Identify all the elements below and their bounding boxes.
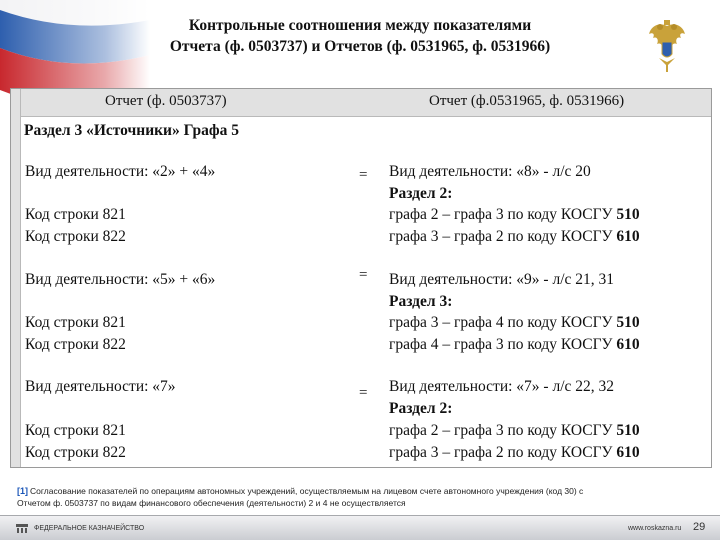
row2-equals-sign: = [359, 267, 368, 283]
footer-website-link[interactable]: www.roskazna.ru [628, 525, 682, 532]
row3-right-section: Раздел 2: [389, 400, 453, 417]
row2-kosgu-610: 610 [616, 336, 640, 353]
row1-right-line2: графа 3 – графа 2 по коду КОСГУ 610 [389, 228, 640, 245]
row1-right-line1: графа 2 – графа 3 по коду КОСГУ 510 [389, 206, 640, 223]
footnote [17, 485, 707, 509]
row3-right-line1: графа 2 – графа 3 по коду КОСГУ 510 [389, 422, 640, 439]
footer-org-name: ФЕДЕРАЛЬНОЕ КАЗНАЧЕЙСТВО [34, 525, 145, 532]
row2-left-code1: Код строки 821 [25, 314, 126, 331]
double-headed-eagle-emblem-icon [645, 18, 689, 74]
row1-kosgu-510: 510 [616, 206, 640, 223]
row3-left-code2: Код строки 822 [25, 444, 126, 461]
title-line-1: Контрольные соотношения между показателями [188, 17, 532, 34]
row1-left-code1: Код строки 821 [25, 206, 126, 223]
row2-right-line2: графа 4 – графа 3 по коду КОСГУ 610 [389, 336, 640, 353]
footnote-line-1: [1] Согласование показателей по операциям автономных учреждений, осуществляемым на лицевом счете автономного учреждения (код 30) с [17, 486, 584, 496]
row2-left-code2: Код строки 822 [25, 336, 126, 353]
row3-kosgu-610: 610 [616, 444, 640, 461]
row2-right-line1: графа 3 – графа 4 по коду КОСГУ 510 [389, 314, 640, 331]
row1-left-code2: Код строки 822 [25, 228, 126, 245]
row2-kosgu-510: 510 [616, 314, 640, 331]
row3-left-activity: Вид деятельности: «7» [25, 378, 176, 395]
title-line-2: Отчета (ф. 0503737) и Отчетов (ф. 0531965, ф. 0531966) [169, 38, 551, 55]
comparison-table [10, 88, 712, 468]
row3-kosgu-510: 510 [616, 422, 640, 439]
row1-right-section: Раздел 2: [389, 185, 453, 202]
row3-right-activity: Вид деятельности: «7» - л/с 22, 32 [389, 378, 615, 395]
row2-left-activity: Вид деятельности: «5» + «6» [25, 271, 216, 288]
row1-right-activity: Вид деятельности: «8» - л/с 20 [389, 163, 591, 180]
section-label: Раздел 3 «Источники» Графа 5 [24, 122, 239, 139]
page-number: 29 [693, 521, 706, 533]
footnote-mark[interactable]: [1] [17, 486, 28, 496]
page-title [120, 15, 600, 57]
row2-right-section: Раздел 3: [389, 293, 453, 310]
footnote-line-2: Отчетом ф. 0503737 по видам финансового обеспечения (деятельности) 2 и 4 не осуществляется [17, 498, 406, 508]
table-left-strip [11, 89, 21, 467]
header-left: Отчет (ф. 0503737) [105, 93, 227, 109]
row3-left-code1: Код строки 821 [25, 422, 126, 439]
treasury-logo-icon [16, 524, 28, 534]
row3-right-line2: графа 3 – графа 2 по коду КОСГУ 610 [389, 444, 640, 461]
row1-equals-sign: = [359, 167, 368, 183]
footer-bar [0, 515, 720, 540]
row1-left-activity: Вид деятельности: «2» + «4» [25, 163, 216, 180]
row3-equals-sign: = [359, 385, 368, 401]
row1-kosgu-610: 610 [616, 228, 640, 245]
header-right: Отчет (ф.0531965, ф. 0531966) [429, 93, 625, 109]
row2-right-activity: Вид деятельности: «9» - л/с 21, 31 [389, 271, 615, 288]
